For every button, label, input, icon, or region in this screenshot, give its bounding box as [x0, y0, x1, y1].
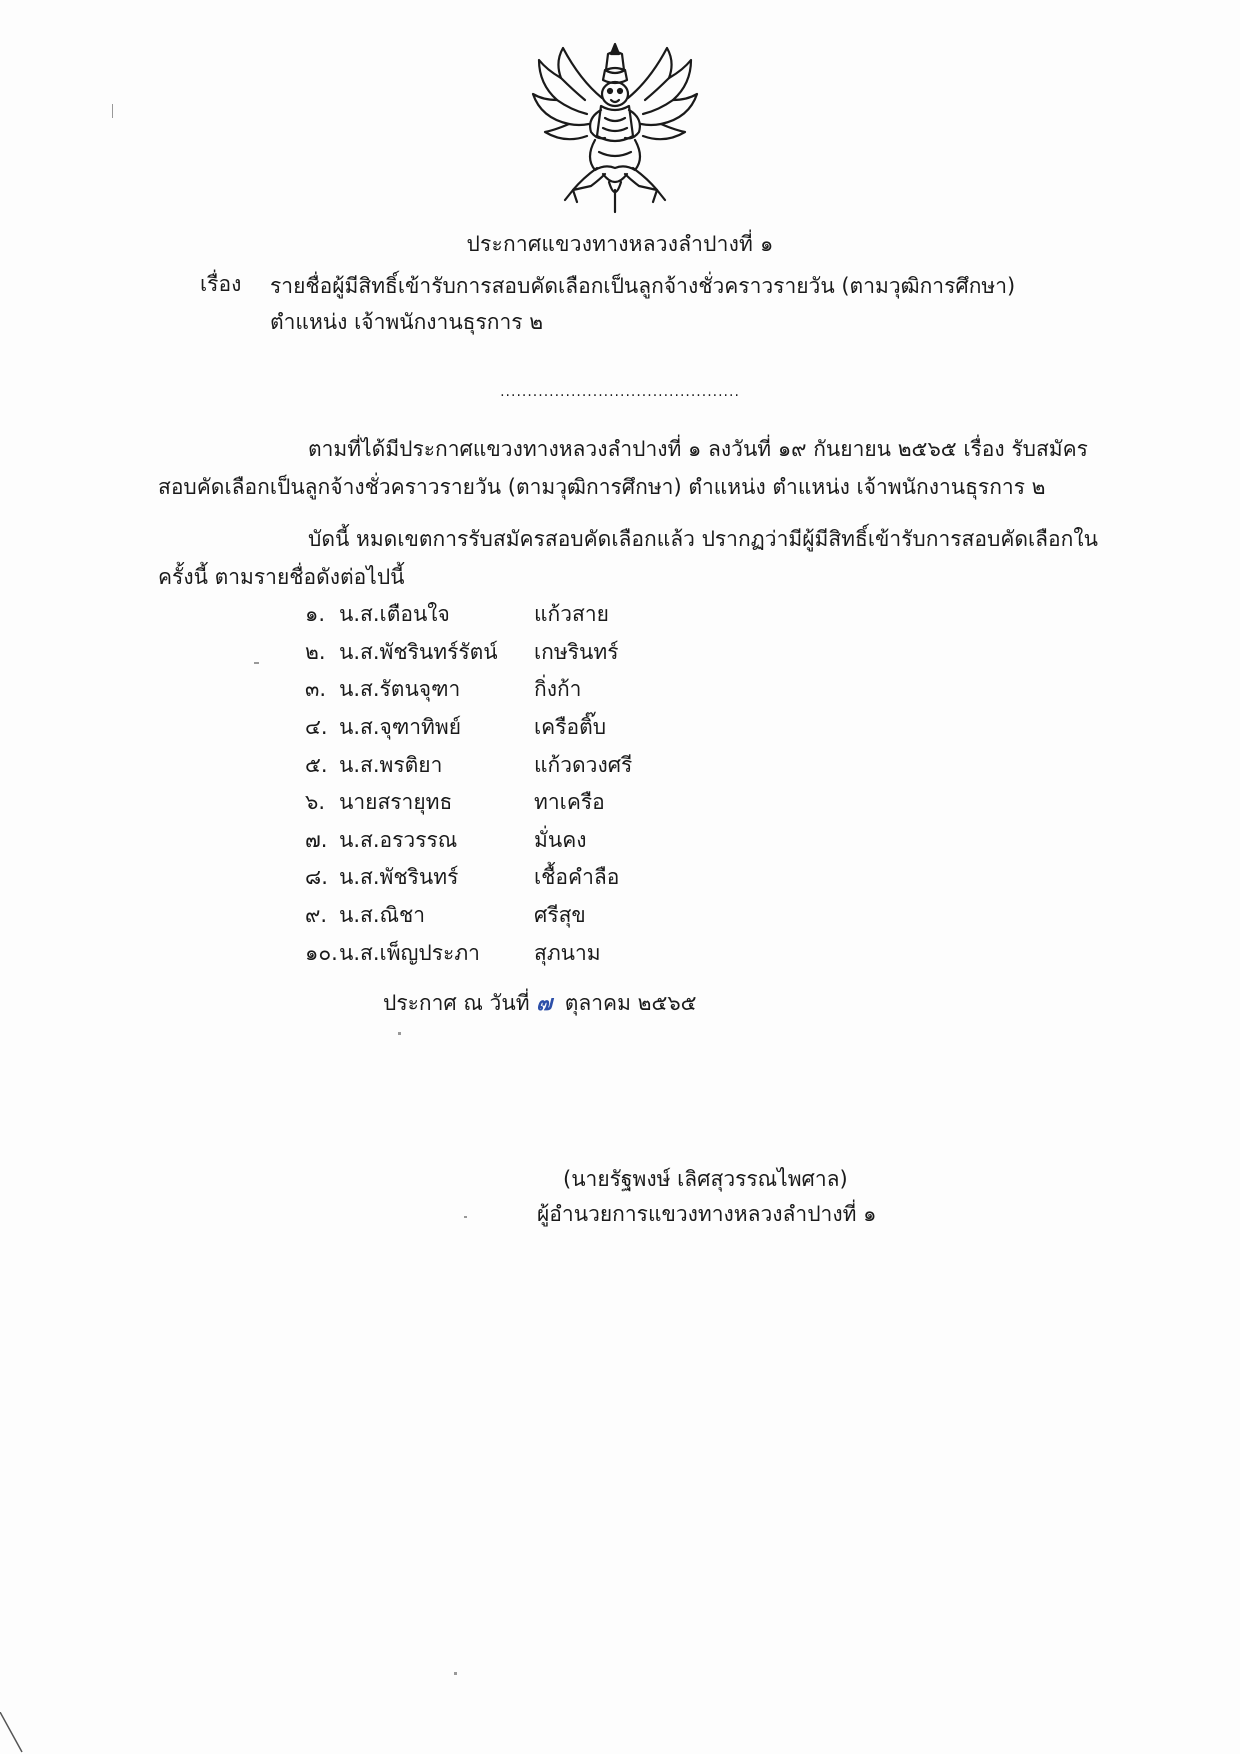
candidate-last-name: แก้วดวงศรี [534, 752, 633, 777]
announce-month-year: ตุลาคม ๒๕๖๕ [564, 991, 697, 1015]
candidate-first-name: น.ส.อรวรรณ [339, 827, 458, 852]
list-item [305, 634, 632, 672]
candidate-number: ๔. [305, 715, 328, 740]
paragraph-reference: ตามที่ได้มีประกาศแขวงทางหลวงลำปางที่ ๑ ลงวันที่ ๑๙ กันยายน ๒๕๖๕ เรื่อง รับสมัครสอบคัดเลือกเป็นลูกจ้างชั่วคราวรายวัน (ตามวุฒิการศึกษา) ตำแหน่ง ตำแหน่ง เจ้าพนักงานธุรการ ๒ [158, 437, 1088, 499]
candidate-first-name: น.ส.เตือนใจ [339, 602, 450, 627]
candidate-last-name: เกษรินทร์ [534, 639, 619, 664]
candidate-number: ๑. [305, 602, 326, 627]
candidate-first-name: น.ส.พัชรินทร์ [339, 865, 459, 890]
candidate-last-name: สุภนาม [534, 940, 601, 965]
list-item [305, 709, 632, 747]
announce-day-handwritten: ๗ [536, 991, 553, 1015]
candidate-number: ๒. [305, 639, 326, 664]
scan-speck [112, 104, 113, 118]
candidate-number: ๗. [305, 827, 328, 852]
list-item [305, 897, 632, 935]
candidate-last-name: มั่นคง [534, 827, 587, 852]
candidate-first-name: น.ส.พัชรินทร์รัตน์ [339, 639, 498, 664]
candidate-number: ๘. [305, 865, 328, 890]
candidate-last-name: กิ่งก้า [534, 677, 582, 702]
candidate-last-name: เชื้อคำลือ [534, 865, 620, 890]
list-item [305, 596, 632, 634]
scan-speck [398, 1032, 401, 1035]
scan-speck [454, 1672, 457, 1675]
candidate-last-name: ศรีสุข [534, 903, 586, 928]
candidate-number: ๓. [305, 677, 327, 702]
scan-speck [254, 662, 259, 664]
candidate-first-name: น.ส.พรติยา [339, 752, 443, 777]
signatory-position: ผู้อำนวยการแขวงทางหลวงลำปางที่ ๑ [537, 1202, 877, 1226]
separator-dots: ............................................ [500, 384, 740, 400]
garuda-emblem-icon [525, 40, 705, 215]
scan-corner-line [0, 1712, 24, 1754]
candidate-first-name: น.ส.รัตนจุฑา [339, 677, 461, 702]
list-item [305, 934, 632, 972]
subject-label: เรื่อง [200, 272, 242, 296]
list-item [305, 822, 632, 860]
candidate-first-name: น.ส.เพ็ญประภา [339, 940, 480, 965]
list-item [305, 746, 632, 784]
candidate-list [305, 596, 632, 972]
scan-speck [464, 1216, 467, 1218]
candidate-last-name: ทาเครือ [534, 790, 605, 815]
candidate-number: ๕. [305, 752, 328, 777]
subject-text: รายชื่อผู้มีสิทธิ์เข้ารับการสอบคัดเลือกเป็นลูกจ้างชั่วคราวรายวัน (ตามวุฒิการศึกษา) ตำแหน่ง เจ้าพนักงานธุรการ ๒ [270, 274, 1016, 334]
candidate-first-name: นายสรายุทธ [339, 790, 453, 815]
list-item [305, 859, 632, 897]
signatory-name: (นายรัฐพงษ์ เลิศสุวรรณไพศาล) [563, 1167, 848, 1191]
list-item [305, 671, 632, 709]
list-item [305, 784, 632, 822]
announce-prefix: ประกาศ ณ วันที่ [383, 991, 530, 1015]
candidate-first-name: น.ส.จุฑาทิพย์ [339, 715, 462, 740]
document-title: ประกาศแขวงทางหลวงลำปางที่ ๑ [466, 232, 774, 256]
candidate-number: ๖. [305, 790, 326, 815]
candidate-number: ๙. [305, 903, 328, 928]
paragraph-announcement: บัดนี้ หมดเขตการรับสมัครสอบคัดเลือกแล้ว ปรากฏว่ามีผู้มีสิทธิ์เข้ารับการสอบคัดเลือกในครั้งนี้ ตามรายชื่อดังต่อไปนี้ [158, 527, 1098, 589]
candidate-number: ๑๐. [305, 940, 338, 965]
candidate-first-name: น.ส.ณิชา [339, 903, 426, 928]
candidate-last-name: แก้วสาย [534, 602, 609, 627]
candidate-last-name: เครือติ๊บ [534, 715, 607, 740]
announcement-date [383, 987, 697, 1020]
